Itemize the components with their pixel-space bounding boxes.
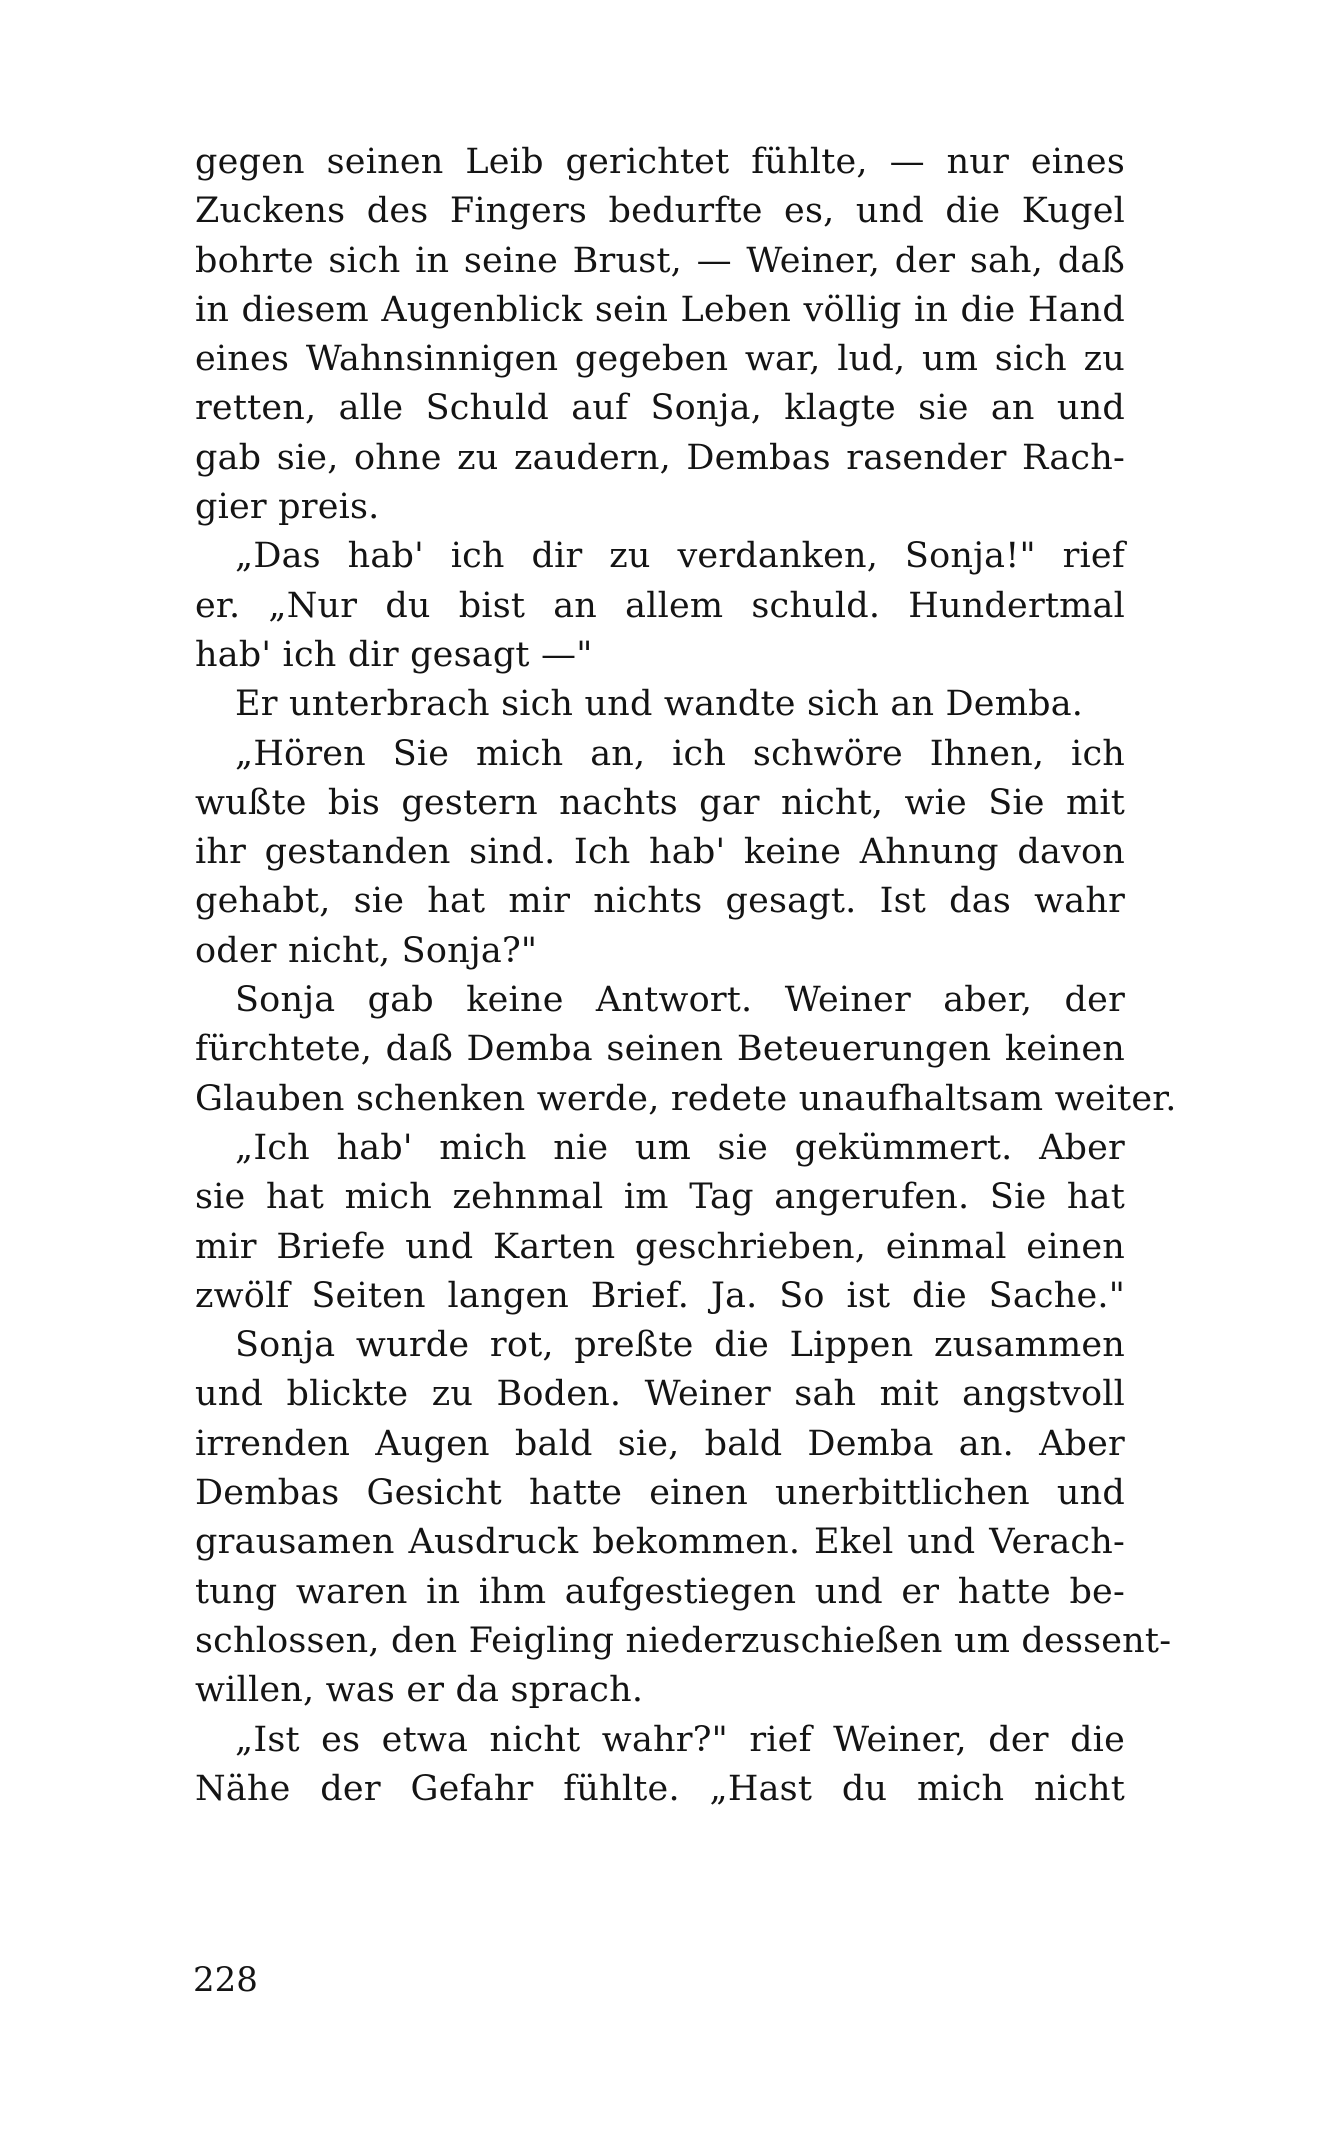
text-line: eines Wahnsinnigen gegeben war, lud, um sich zu bbox=[195, 339, 1125, 380]
text-line: tung waren in ihm aufgestiegen und er hatte be- bbox=[195, 1571, 1125, 1612]
text-line: wußte bis gestern nachts gar nicht, wie Sie mit bbox=[195, 782, 1125, 823]
text-line: hab' ich dir gesagt —" bbox=[195, 634, 593, 675]
text-line: bohrte sich in seine Brust, — Weiner, der sah, daß bbox=[195, 240, 1125, 281]
text-line: „Hören Sie mich an, ich schwöre Ihnen, ich bbox=[235, 733, 1125, 774]
text-line: Er unterbrach sich und wandte sich an Demba. bbox=[235, 684, 1084, 725]
text-line: retten, alle Schuld auf Sonja, klagte sie an und bbox=[195, 388, 1125, 429]
text-line: „Ist es etwa nicht wahr?" rief Weiner, der die bbox=[235, 1719, 1125, 1760]
text-line: fürchtete, daß Demba seinen Beteuerungen keinen bbox=[195, 1029, 1125, 1070]
text-line: „Ich hab' mich nie um sie gekümmert. Aber bbox=[235, 1127, 1125, 1168]
text-line: gegen seinen Leib gerichtet fühlte, — nur eines bbox=[195, 142, 1125, 182]
text-line: Dembas Gesicht hatte einen unerbittlichen und bbox=[195, 1473, 1125, 1514]
text-line: oder nicht, Sonja?" bbox=[195, 930, 538, 971]
page-number: 228 bbox=[193, 1960, 258, 2000]
text-line: „Das hab' ich dir zu verdanken, Sonja!" rief bbox=[235, 536, 1125, 577]
text-line: ihr gestanden sind. Ich hab' keine Ahnung davon bbox=[195, 832, 1125, 873]
text-line: willen, was er da sprach. bbox=[195, 1670, 644, 1711]
text-line: Sonja wurde rot, preßte die Lippen zusammen bbox=[235, 1325, 1125, 1366]
text-line: in diesem Augenblick sein Leben völlig in die Hand bbox=[195, 289, 1125, 330]
text-line: Glauben schenken werde, redete unaufhaltsam weiter. bbox=[195, 1078, 1177, 1119]
text-line: mir Briefe und Karten geschrieben, einmal einen bbox=[195, 1226, 1125, 1267]
text-line: gehabt, sie hat mir nichts gesagt. Ist das wahr bbox=[195, 881, 1125, 922]
text-line: gab sie, ohne zu zaudern, Dembas rasender Rach- bbox=[195, 437, 1125, 478]
text-line: schlossen, den Feigling niederzuschießen um dessent- bbox=[195, 1620, 1172, 1661]
text-line: er. „Nur du bist an allem schuld. Hundertmal bbox=[195, 585, 1125, 626]
text-line: Sonja gab keine Antwort. Weiner aber, der bbox=[235, 980, 1125, 1021]
text-line: grausamen Ausdruck bekommen. Ekel und Verach- bbox=[195, 1522, 1125, 1563]
text-line: zwölf Seiten langen Brief. Ja. So ist die Sache." bbox=[195, 1275, 1125, 1316]
text-line: Nähe der Gefahr fühlte. „Hast du mich nicht bbox=[195, 1768, 1125, 1809]
text-line: irrenden Augen bald sie, bald Demba an. Aber bbox=[195, 1423, 1125, 1464]
text-line: und blickte zu Boden. Weiner sah mit angstvoll bbox=[195, 1374, 1125, 1415]
body-text bbox=[195, 138, 1177, 1814]
text-line: sie hat mich zehnmal im Tag angerufen. Sie hat bbox=[195, 1177, 1125, 1218]
text-line: Zuckens des Fingers bedurfte es, und die Kugel bbox=[195, 191, 1125, 232]
text-line: gier preis. bbox=[195, 487, 380, 528]
